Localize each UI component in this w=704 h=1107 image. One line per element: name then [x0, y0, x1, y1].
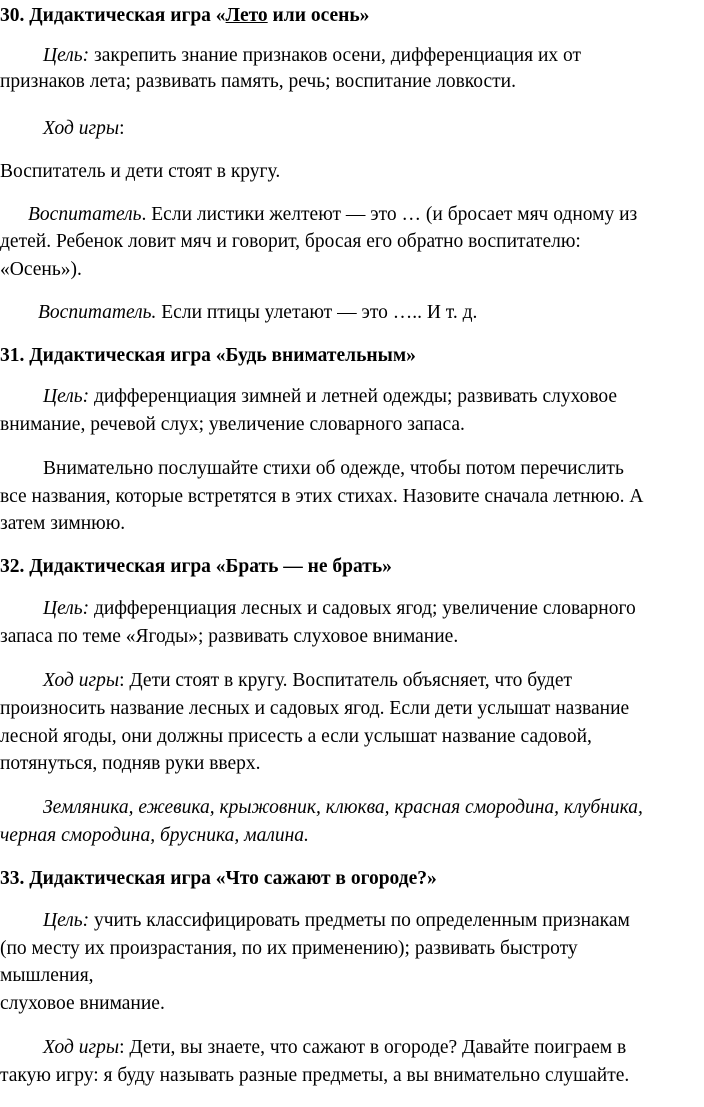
berry-list-line-2: черная смородина, брусника, малина.	[0, 825, 309, 846]
course-label: Ход игры	[43, 1037, 120, 1058]
goal-33-line-3: мышления,	[0, 965, 94, 986]
heading-30-part3: или осень»	[267, 5, 370, 26]
goal-text: закрепить знание признаков осени, дифференциация их от	[89, 45, 582, 66]
goal-label: Цель:	[43, 45, 90, 66]
paragraph-31-line-1: Внимательно послушайте стихи об одежде, чтобы потом перечислить	[43, 458, 624, 479]
course-32-line-3: лесной ягоды, они должны присесть а если услышат название садовой,	[0, 726, 592, 747]
teacher-label: Воспитатель.	[38, 302, 157, 323]
goal-33-line-4: слуховое внимание.	[0, 993, 165, 1014]
goal-label: Цель:	[43, 386, 90, 407]
heading-30-underlined-word: Лето	[225, 5, 268, 26]
course-text: : Дети стоят в кругу. Воспитатель объясняет, что будет	[119, 670, 573, 691]
goal-33-line-2: (по месту их произрастания, по их применению); развивать быстроту	[0, 938, 578, 959]
course-33-line-2: такую игру: я буду называть разные предметы, а вы внимательно слушайте.	[0, 1065, 630, 1086]
course-label: Ход игры	[43, 118, 120, 139]
paragraph-30-1: Воспитатель и дети стоят в кругу.	[0, 161, 281, 182]
goal-text: дифференциация зимней и летней одежды; развивать слуховое	[89, 386, 618, 407]
heading-31: 31. Дидактическая игра «Будь внимательным»	[0, 345, 416, 366]
goal-31-line-1	[43, 385, 617, 409]
goal-31-line-2: внимание, речевой слух; увеличение словарного запаса.	[0, 414, 465, 435]
teacher-30-line-2: детей. Ребенок ловит мяч и говорит, бросая его обратно воспитателю:	[0, 231, 581, 252]
course-32-line-4: потянуться, подняв руки вверх.	[0, 753, 261, 774]
goal-32-line-2: запаса по теме «Ягоды»; развивать слуховое внимание.	[0, 626, 459, 647]
goal-30-line-1	[43, 44, 581, 68]
course-colon: :	[119, 118, 125, 139]
goal-label: Цель:	[43, 910, 90, 931]
course-33-line-1	[43, 1036, 626, 1060]
berry-list-line-1: Земляника, ежевика, крыжовник, клюква, красная смородина, клубника,	[43, 797, 643, 818]
heading-33: 33. Дидактическая игра «Что сажают в огороде?»	[0, 868, 437, 889]
teacher-30-second	[38, 301, 477, 325]
heading-30-part1: 30. Дидактическая игра «	[0, 5, 226, 26]
course-text: : Дети, вы знаете, что сажают в огороде? Давайте поиграем в	[119, 1037, 627, 1058]
goal-label: Цель:	[43, 598, 90, 619]
heading-30	[0, 4, 369, 28]
paragraph-31-line-3: затем зимнюю.	[0, 513, 126, 534]
teacher-30-line-3: «Осень»).	[0, 259, 82, 280]
goal-text: дифференциация лесных и садовых ягод; увеличение словарного	[89, 598, 636, 619]
course-30-label-line	[43, 117, 125, 141]
teacher-label: Воспитатель	[28, 204, 142, 225]
course-32-line-2: произносить название лесных и садовых ягод. Если дети услышат название	[0, 698, 630, 719]
goal-32-line-1	[43, 597, 636, 621]
heading-32: 32. Дидактическая игра «Брать — не брать»	[0, 556, 392, 577]
goal-30-line-2: признаков лета; развивать память, речь; воспитание ловкости.	[0, 71, 516, 92]
course-32-line-1	[43, 669, 572, 693]
teacher-text: Если птицы улетают — это ….. И т. д.	[156, 302, 478, 323]
goal-text: учить классифицировать предметы по определенным признакам	[89, 910, 630, 931]
teacher-30-line-1	[28, 203, 637, 227]
goal-33-line-1	[43, 909, 630, 933]
teacher-text: . Если листики желтеют — это … (и бросает мяч одному из	[141, 204, 638, 225]
course-label: Ход игры	[43, 670, 120, 691]
paragraph-31-line-2: все названия, которые встретятся в этих стихах. Назовите сначала летнюю. А	[0, 486, 644, 507]
